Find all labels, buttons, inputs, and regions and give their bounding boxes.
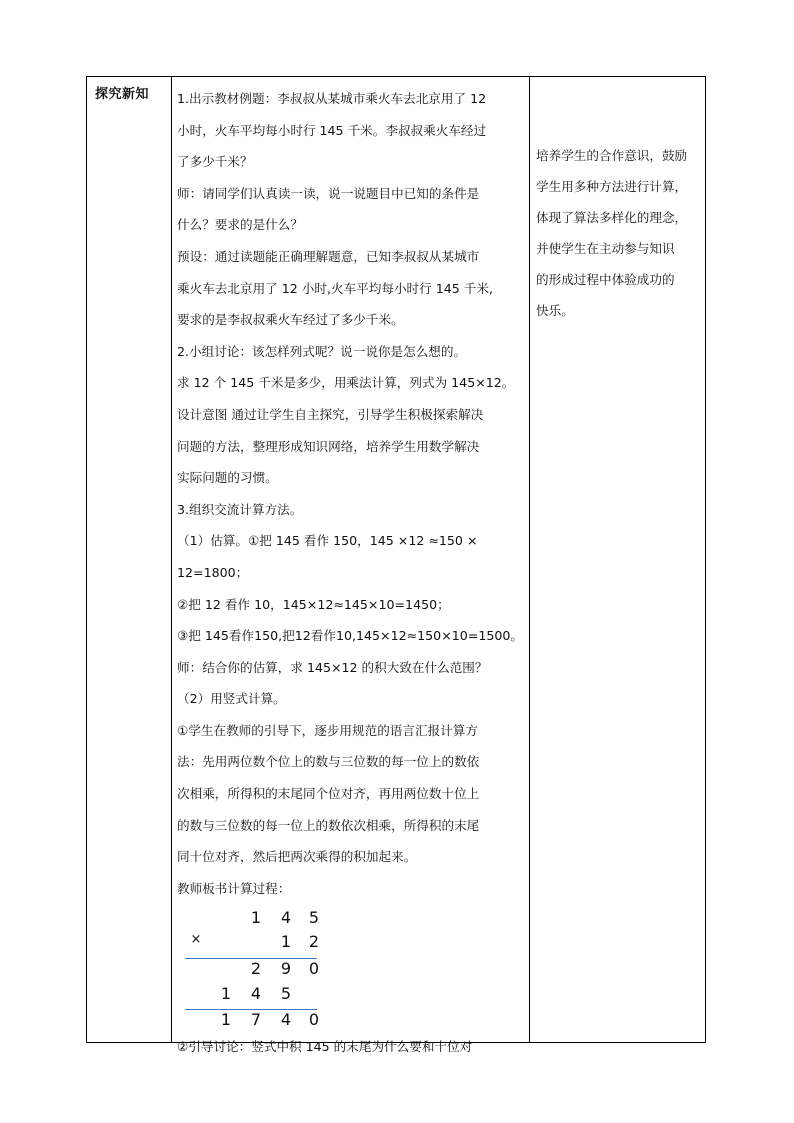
content-line: 实际问题的习惯。: [177, 470, 278, 486]
note-line: 体现了算法多样化的理念，: [536, 210, 688, 225]
content-line: 乘火车去北京用了 12 小时,火车平均每小时行 145 千米,: [177, 280, 493, 296]
calc-digit: 1: [220, 1010, 232, 1030]
calc-digit: 4: [280, 908, 292, 928]
content-line: 12=1800；: [177, 564, 249, 580]
content-line: 的数与三位数的每一位上的数依次相乘，所得积的末尾: [177, 817, 480, 833]
calc-digit: 2: [250, 959, 262, 979]
vertical-calculation: [177, 908, 523, 1034]
calc-row: [177, 1010, 477, 1034]
calc-digit: 4: [280, 1010, 292, 1030]
note-line: 培养学生的合作意识，鼓励: [536, 148, 688, 163]
content-line: ②引导讨论：竖式中积 145 的末尾为什么要和十位对: [177, 1039, 473, 1055]
content-line: 2.小组讨论：该怎样列式呢？说一说你是怎么想的。: [177, 343, 467, 359]
calc-digit: 1: [250, 908, 262, 928]
note-line: 学生用多种方法进行计算，: [536, 179, 688, 194]
content-line: 预设：通过读题能正确理解题意，已知李叔叔从某城市: [177, 248, 480, 264]
calc-row: [177, 959, 477, 983]
content-line: 小时，火车平均每小时行 145 千米。李叔叔乘火车经过: [177, 122, 487, 138]
calc-digit: 9: [280, 959, 292, 979]
note-line: 的形成过程中体验成功的: [536, 272, 675, 287]
calc-digit: 7: [250, 1010, 262, 1030]
content-line: 1.出示教材例题：李叔叔从某城市乘火车去北京用了 12: [177, 91, 487, 106]
content-line: ②把 12 看作 10，145×12≈145×10=1450；: [177, 596, 450, 612]
content-line: 师：结合你的估算，求 145×12 的积大致在什么范围？: [177, 659, 488, 675]
content-line: 求 12 个 145 千米是多少，用乘法计算，列式为 145×12。: [177, 375, 515, 391]
content-line: 问题的方法，整理形成知识网络，培养学生用数学解决: [177, 438, 480, 454]
calc-row: [177, 908, 477, 932]
content-line: （1）估算。①把 145 看作 150，145 ×12 ≈150 ×: [177, 533, 478, 549]
content-line: 要求的是李叔叔乘火车经过了多少千米。: [177, 312, 404, 328]
content-line: 了多少千米？: [177, 154, 253, 170]
note-line: 快乐。: [536, 303, 574, 318]
content-lines: [177, 83, 523, 904]
content-line: 同十位对齐，然后把两次乘得的积加起来。: [177, 849, 417, 865]
content-line: 次相乘，所得积的末尾同个位对齐，再用两位数十位上: [177, 786, 480, 802]
section-label: 探究新知: [95, 87, 150, 102]
calc-row: [177, 932, 477, 956]
note-line: 并使学生在主动参与知识: [536, 241, 675, 256]
content-line: 什么？要求的是什么？: [177, 217, 303, 233]
calc-digit: 1: [220, 984, 232, 1004]
content-line: 教师板书计算过程：: [177, 880, 291, 896]
content-line: 3.组织交流计算方法。: [177, 501, 303, 517]
calc-digit: 4: [250, 984, 262, 1004]
content-line: 设计意图 通过让学生自主探究，引导学生积极探索解决: [177, 406, 484, 422]
calc-digit: 0: [308, 1010, 320, 1030]
content-line: 师：请同学们认真读一读，说一说题目中已知的条件是: [177, 185, 480, 201]
content-line: ①学生在教师的引导下，逐步用规范的语言汇报计算方: [177, 722, 478, 738]
calc-digit: 2: [308, 932, 320, 952]
content-line: 法：先用两位数个位上的数与三位数的每一位上的数依: [177, 754, 480, 770]
calc-row: [177, 984, 477, 1008]
design-notes: [530, 140, 706, 326]
calc-digit: 1: [280, 932, 292, 952]
multiply-sign: ×: [190, 932, 202, 948]
calc-digit: 5: [280, 984, 292, 1004]
content-line: （2）用竖式计算。: [177, 691, 286, 707]
teaching-content: [172, 77, 529, 1063]
calc-digit: 0: [308, 959, 320, 979]
calc-digit: 5: [308, 908, 320, 928]
content-line: ③把 145看作150,把12看作10,145×12≈150×10=1500。: [177, 628, 523, 644]
lesson-table: [86, 76, 706, 1055]
